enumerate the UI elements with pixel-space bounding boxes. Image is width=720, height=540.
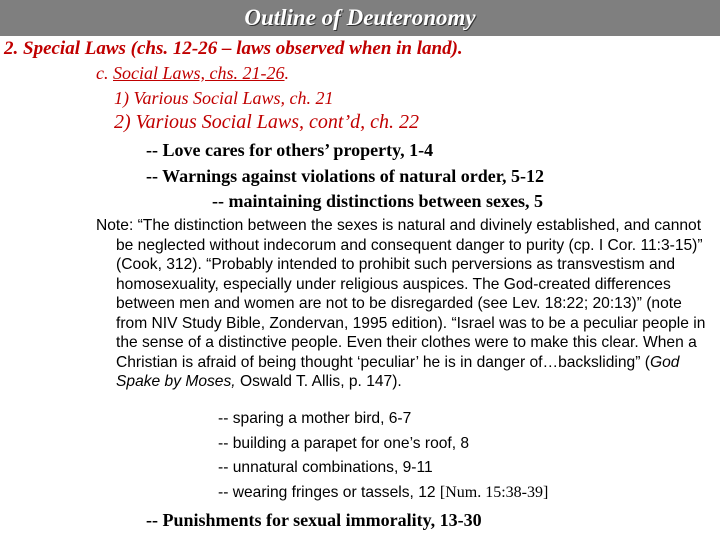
dash-item-property: -- Love cares for others’ property, 1-4 [146,140,434,160]
sub-item-fringes [218,484,548,502]
dash-item-punishments: -- Punishments for sexual immorality, 13-30 [146,510,482,530]
sub-item-parapet: -- building a parapet for one’s roof, 8 [218,435,470,452]
subsection-title: Social Laws, chs. 21-26 [113,63,285,83]
outline-item-2: 2) Various Social Laws, cont’d, ch. 22 [114,111,419,133]
sub-item-unnatural-combinations: -- unnatural combinations, 9-11 [218,459,433,476]
note-book-title: God Spake by Moses, [116,353,680,390]
outline-item-1: 1) Various Social Laws, ch. 21 [114,88,334,108]
dash-item-natural-order: -- Warnings against violations of natural order, 5-12 [146,166,545,186]
section-heading: 2. Special Laws (chs. 12-26 – laws observed when in land). [4,38,463,59]
subsection-suffix: . [284,63,290,83]
sub-item-mother-bird: -- sparing a mother bird, 6-7 [218,410,412,427]
note-label: Note: [96,217,134,234]
sub-item-fringes-text: -- wearing fringes or tassels, 12 [218,484,440,501]
sub-item-fringes-reference: [Num. 15:38-39] [439,484,549,501]
dash-item-sexes: -- maintaining distinctions between sexes, 5 [212,191,544,211]
title-bar [0,0,720,36]
note-citation: Oswald T. Allis, p. 147). [235,373,402,390]
note-text: “The distinction between the sexes is natural and divinely established, and cannot be neglected without indecorum and consequent danger to purity (cp. I Cor. 11:3-15)” (Cook, 312). “Probably intended to prohibit such perversions as transvestism and homosexuality, especially under religious auspices. The God-created differences between men and women are not to be disregarded (see Lev. 18:22; 20:13)” (note from NIV Study Bible, Zondervan, 1995 edition). “Israel was to be a peculiar people in the sense of a distinctive people. Even their clothes were to make this clear. When a Christian is afraid of being thought ‘peculiar’ he is in danger of…backsliding” ( [116,217,706,371]
note-paragraph [96,216,716,392]
subsection-prefix: c. [96,63,113,83]
subsection-heading [96,63,289,84]
slide-title: Outline of Deuteronomy [244,5,476,30]
